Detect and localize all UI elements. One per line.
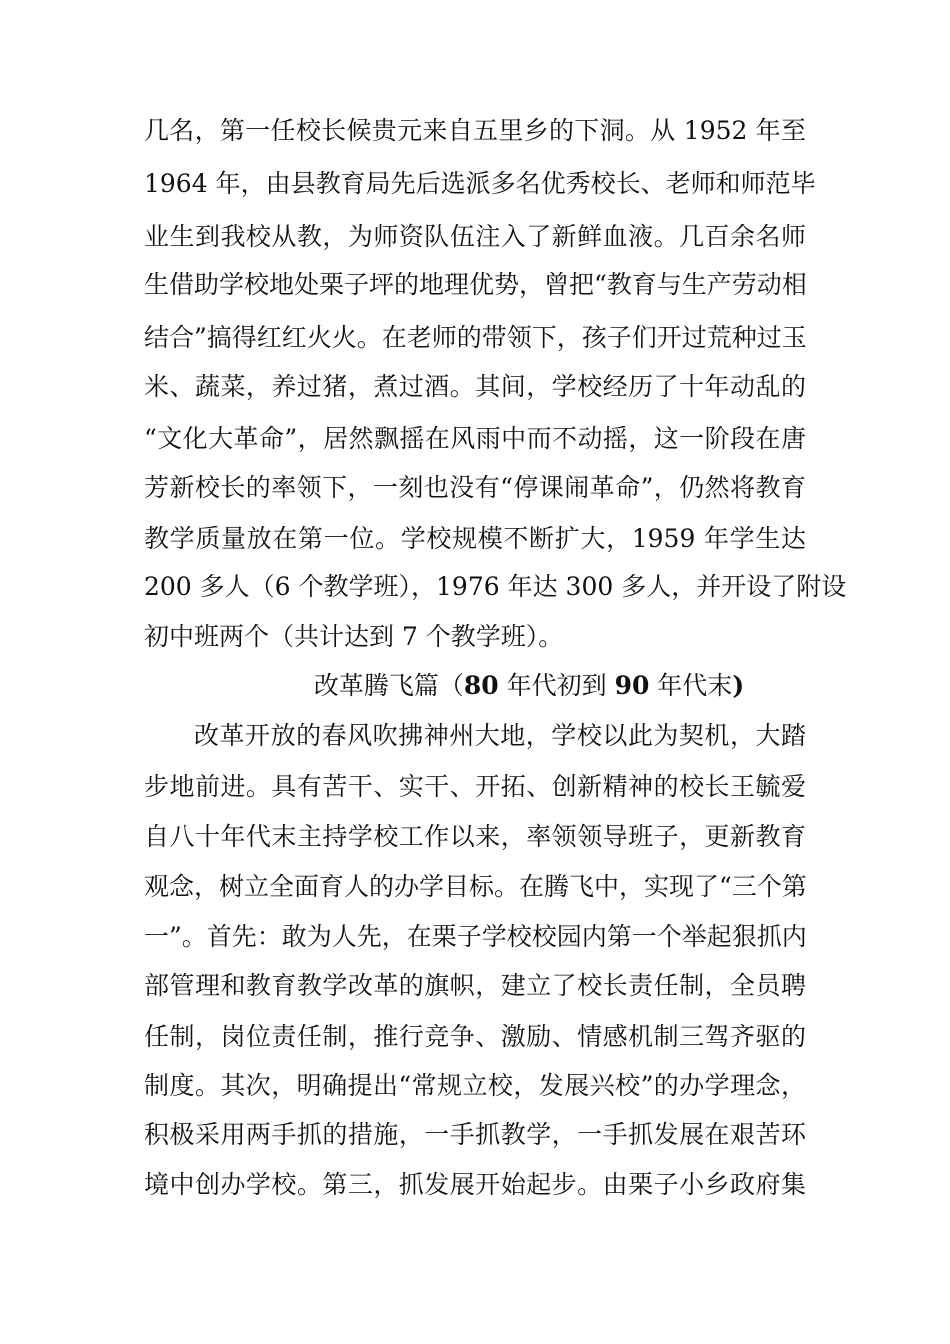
heading-mid: 年代末 bbox=[649, 671, 733, 700]
text-line: 几名，第一任校长候贵元来自五里乡的下洞。从 1952 年至 bbox=[144, 116, 806, 145]
text-line: 一”。首先：敢为人先，在栗子学校校园内第一个举起狠抓内 bbox=[144, 922, 807, 951]
heading-mid: 年代初到 bbox=[498, 671, 615, 700]
text-line: 教学质量放在第一位。学校规模不断扩大，1959 年学生达 bbox=[144, 524, 806, 553]
text-line: 制度。其次，明确提出“常规立校，发展兴校”的办学理念， bbox=[144, 1071, 806, 1100]
text-line: 1964 年，由县教育局先后选派多名优秀校长、老师和师范毕 bbox=[144, 169, 816, 198]
text-line: 结合”搞得红红火火。在老师的带领下，孩子们开过荒种过玉 bbox=[144, 323, 807, 352]
text-line: 米、蔬菜，养过猪，煮过酒。其间，学校经历了十年动乱的 bbox=[144, 372, 806, 401]
text-line: 初中班两个（共计达到 7 个教学班）。 bbox=[144, 622, 564, 651]
text-line: 芳新校长的率领下，一刻也没有“停课闹革命”，仍然将教育 bbox=[144, 473, 806, 502]
heading-number: 90 bbox=[614, 671, 650, 700]
text-line: 业生到我校从教，为师资队伍注入了新鲜血液。几百余名师 bbox=[144, 222, 806, 251]
text-line: 观念，树立全面育人的办学目标。在腾飞中，实现了“三个第 bbox=[144, 872, 807, 901]
text-line: 生借助学校地处栗子坪的地理优势，曾把“教育与生产劳动相 bbox=[144, 270, 807, 299]
text-line: 境中创办学校。第三，抓发展开始起步。由栗子小乡政府集 bbox=[144, 1170, 806, 1199]
section-heading bbox=[0, 668, 950, 703]
text-line: 积极采用两手抓的措施，一手抓教学，一手抓发展在艰苦环 bbox=[144, 1120, 806, 1149]
text-line: 步地前进。具有苦干、实干、开拓、创新精神的校长王毓爱 bbox=[144, 772, 806, 801]
heading-prefix: 改革腾飞篇（ bbox=[313, 671, 464, 700]
text-line: 200 多人（6 个教学班），1976 年达 300 多人，并开设了附设 bbox=[144, 572, 847, 601]
text-line: 改革开放的春风吹拂神州大地，学校以此为契机，大踏 bbox=[194, 721, 806, 750]
text-line: 任制，岗位责任制，推行竞争、激励、情感机制三驾齐驱的 bbox=[144, 1022, 806, 1051]
text-line: 自八十年代末主持学校工作以来，率领领导班子，更新教育 bbox=[144, 822, 806, 851]
text-line: “文化大革命”，居然飘摇在风雨中而不动摇，这一阶段在唐 bbox=[144, 424, 806, 453]
text-line: 部管理和教育教学改革的旗帜，建立了校长责任制，全员聘 bbox=[144, 971, 806, 1000]
heading-suffix: ) bbox=[732, 671, 745, 700]
heading-number: 80 bbox=[463, 671, 499, 700]
